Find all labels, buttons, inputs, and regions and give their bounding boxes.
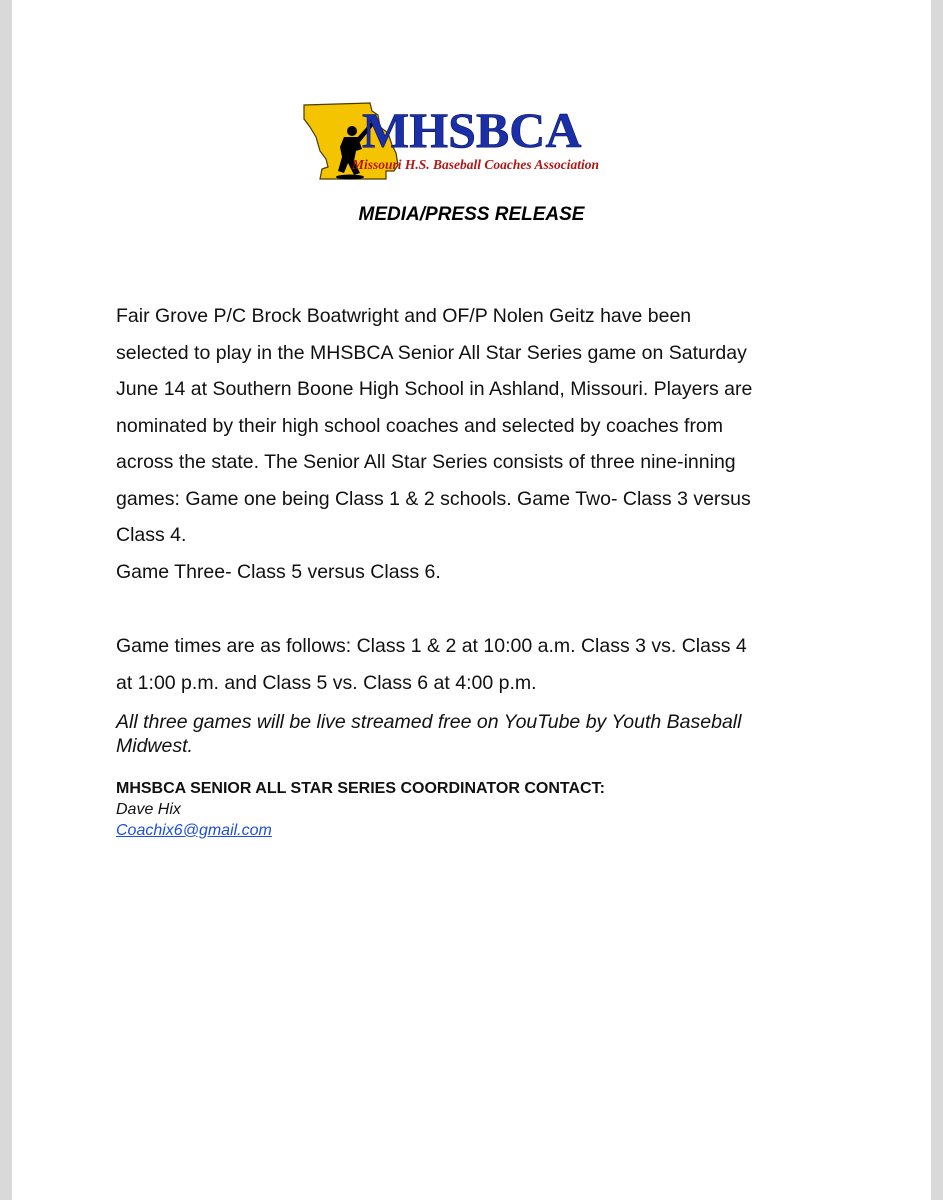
paragraph-line: Game Three- Class 5 versus Class 6. bbox=[116, 560, 441, 583]
contact-email-link[interactable]: Coachix6@gmail.com bbox=[116, 822, 272, 839]
intro-paragraph bbox=[116, 298, 836, 590]
paragraph-line: All three games will be live streamed free on YouTube by Youth Baseball bbox=[116, 711, 742, 733]
paragraph-line: nominated by their high school coaches and selected by coaches from bbox=[116, 414, 724, 437]
paragraph-line: at 1:00 p.m. and Class 5 vs. Class 6 at 4:00 p.m. bbox=[116, 671, 537, 694]
paragraph-line: games: Game one being Class 1 & 2 schools. Game Two- Class 3 versus bbox=[116, 487, 751, 510]
missouri-state-batter-silhouette-icon bbox=[300, 97, 652, 185]
contact-name: Dave Hix bbox=[116, 801, 181, 818]
paragraph-line: Class 4. bbox=[116, 524, 187, 546]
mhsbca-logo bbox=[300, 97, 652, 185]
logo-subtitle: Missouri H.S. Baseball Coaches Association bbox=[352, 157, 600, 172]
paragraph-line: Fair Grove P/C Brock Boatwright and OF/P Nolen Geitz have been bbox=[116, 305, 692, 327]
paragraph-line: Midwest. bbox=[116, 735, 193, 757]
page-title: MEDIA/PRESS RELEASE bbox=[358, 204, 585, 225]
contact-block bbox=[116, 778, 836, 841]
logo-text: MHSBCA bbox=[362, 102, 582, 158]
livestream-paragraph bbox=[116, 710, 836, 758]
paragraph-line: Game times are as follows: Class 1 & 2 at 10:00 a.m. Class 3 vs. Class 4 bbox=[116, 635, 747, 657]
game-times-paragraph bbox=[116, 628, 836, 701]
paragraph-line: selected to play in the MHSBCA Senior All Star Series game on Saturday bbox=[116, 341, 747, 364]
contact-heading: MHSBCA SENIOR ALL STAR SERIES COORDINATOR CONTACT: bbox=[116, 780, 605, 797]
paragraph-line: June 14 at Southern Boone High School in Ashland, Missouri. Players are bbox=[116, 378, 753, 400]
paragraph-line: across the state. The Senior All Star Series consists of three nine-inning bbox=[116, 451, 736, 473]
